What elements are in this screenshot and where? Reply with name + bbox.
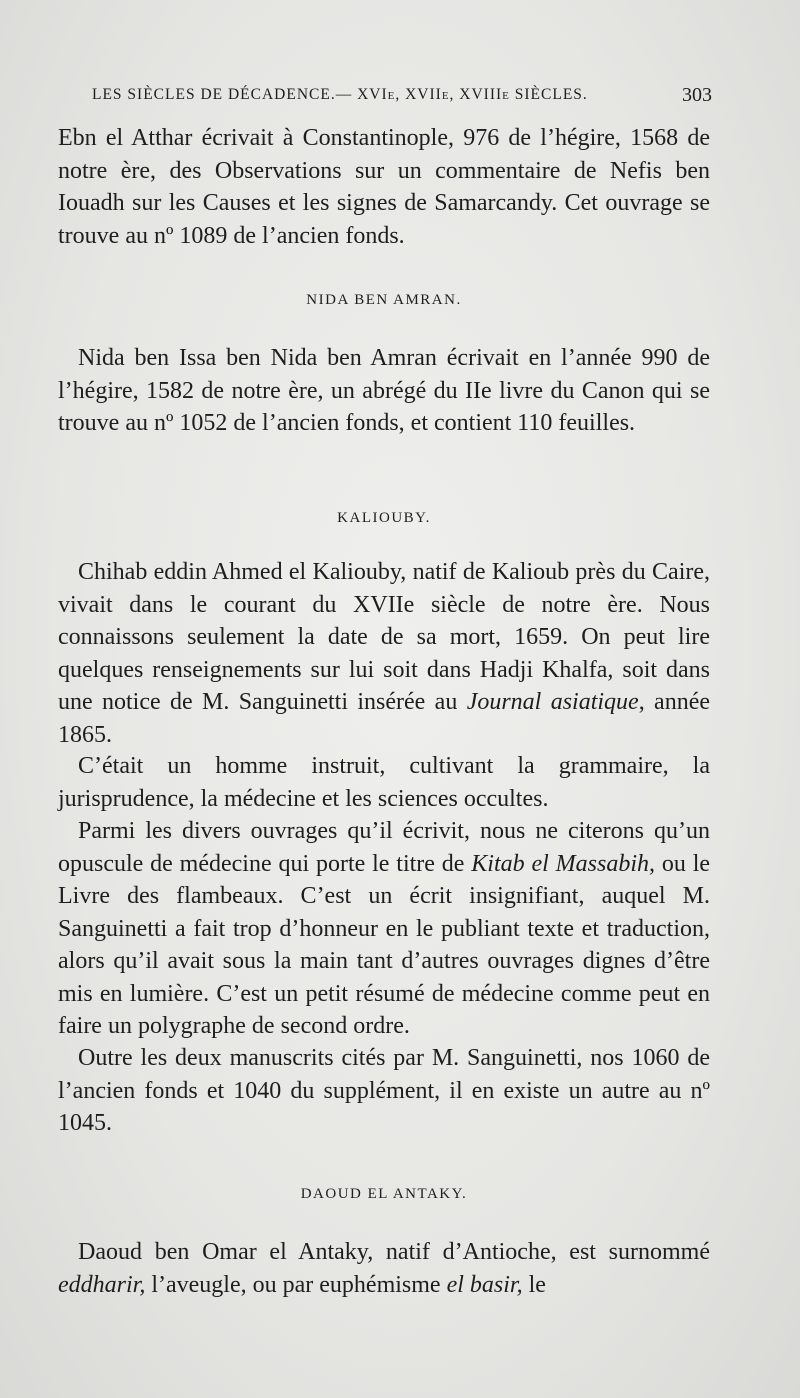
paragraph-kaliouby-3 [58,815,710,1043]
paragraph-nida-ben-amran: Nida ben Issa ben Nida ben Amran écrivait en l’année 990 de l’hégire, 1582 de notre ère, un abrégé du IIe livre du Canon qui se trouve au nº 1052 de l’ancien fonds, et contient 110 feuilles. [58,345,710,436]
daoud-text-b: l’aveugle, ou par euphémisme [151,1271,441,1298]
paragraph-kaliouby-2: C’était un homme instruit, cultivant la grammaire, la jurisprudence, la médecine et les sciences occultes. [58,753,710,812]
kaliouby-1-end: , année 1865. [58,689,711,748]
section-heading-daoud-el-antaky: DAOUD EL ANTAKY. [300,1186,468,1202]
term-eddharir: eddharir, [58,1271,146,1298]
paragraph-kaliouby-1 [58,556,710,751]
page-number: 303 [682,84,712,106]
running-title: LES SIÈCLES DE DÉCADENCE.— XVIe, XVIIe, XVIIIe SIÈCLES. [92,86,588,103]
kaliouby-3-text-a: Parmi les divers ouvrages qu’il écrivit, nous ne citerons qu’un opuscule de médecine qui porte le titre de [58,818,710,877]
paragraph-ebn-el-atthar: Ebn el Atthar écrivait à Constantinople, 976 de l’hégire, 1568 de notre ère, des Observations sur un commentaire de Nefis ben Iouadh sur les Causes et les signes de Samarcandy. Cet ouvrage se trouve au nº 1089 de l’ancien fonds. [58,125,710,249]
term-el-basir: el basir, [446,1271,523,1298]
section-heading-nida-ben-amran: NIDA BEN AMRAN. [306,292,462,308]
kaliouby-1-text: Chihab eddin Ahmed el Kaliouby, natif de Kalioub près du Caire, vivait dans le courant du XVIIe siècle de notre ère. Nous connaissons seulement la date de sa mort, 1659. On peut lire quelques renseignements sur lui soit dans Hadji Khalfa, soit dans une notice de M. Sanguinetti insérée au [58,559,710,715]
daoud-text-c: le [528,1271,546,1298]
page-header [92,86,712,112]
paragraph-kaliouby-4: Outre les deux manuscrits cités par M. Sanguinetti, nos 1060 de l’ancien fonds et 1040 du supplément, il en existe un autre au nº 1045. [58,1045,710,1136]
paragraph-daoud [58,1236,710,1301]
section-heading-kaliouby: KALIOUBY. [337,510,431,526]
journal-title: Journal asiatique [466,689,639,715]
daoud-text-a: Daoud ben Omar el Antaky, natif d’Antioche, est surnommé [78,1239,710,1265]
book-title-kitab: Kitab el Massabih, [471,850,655,877]
kaliouby-3-text-b: ou le Livre des flambeaux. C’est un écrit insignifiant, auquel M. Sanguinetti a fait trop d’honneur en le publiant texte et traduction, alors qu’il avait sous la main tant d’autres ouvrages dignes d’être mis en lumière. C’est un petit résumé de médecine comme peut en faire un polygraphe de second ordre. [58,850,711,1039]
